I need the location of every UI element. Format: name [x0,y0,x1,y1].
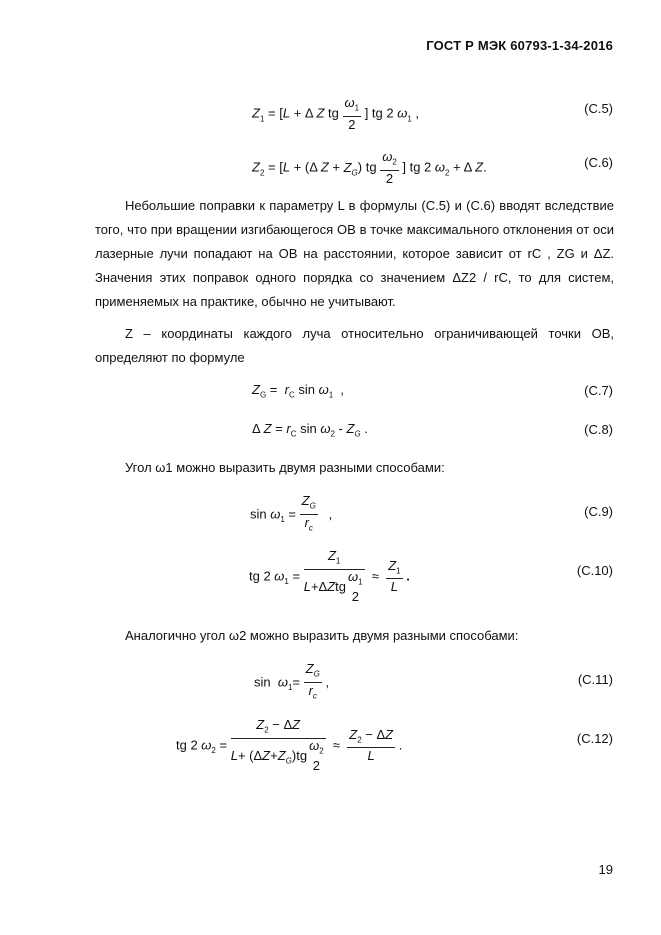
equation-number-c5: (C.5) [584,101,613,116]
equation-number-c12: (C.12) [576,731,613,746]
paragraph-text: Z – координаты каждого луча относительно ограничивающей точки ОВ, определяют по формуле [95,326,614,365]
equation-c9: $\sin \omega_1$ = $\frac{Z_G}{r_c}$ , [250,493,333,533]
paragraph-corrections [95,194,614,314]
equation-c11: $\sin \omega_1=$ $\frac{Z_G}{r_c}$ , [254,661,330,701]
equation-c8: Δ $Z = r_C$ $\sin \omega_2 - Z_G$ . [252,421,368,439]
equation-c6: $Z_2 = [L + (\Delta$ $Z + Z_G$) tg $\frac{\omega_2}{2}$ ] tg 2 $\omega_2 + \Delta$ Z. [252,149,487,186]
equation-number-c8: (C.8) [584,422,613,437]
paragraph-text: Аналогично угол ω2 можно выразить двумя разными способами: [125,628,519,643]
equation-number-c7: (C.7) [584,383,613,398]
paragraph-angle-2 [95,624,614,648]
equation-c12: tg 2 $\omega_2$ = $Z_2 - \Delta Z$ $L+ (\Delta Z+Z_G)tg$ $\omega_2$ 2 ≈ $\frac{Z_2 - \Delta Z}{L}$ . [176,717,403,774]
equation-c10: tg 2 $\omega_1$ = $Z_1$ L+ΔZtg $\omega_1$ 2 ≈ $\frac{Z_1}{L}$ . [249,548,410,605]
equation-number-c9: (C.9) [584,504,613,519]
paragraph-text: Угол ω1 можно выразить двумя разными способами: [125,460,445,475]
equation-c7: $Z_G = r_C$ $\sin \omega_1$ , [252,382,345,400]
paragraph-text: Небольшие поправки к параметру L в формулы (C.5) и (C.6) вводят вследствие того, что при вращении изгибающегося ОВ в точке максимального отклонения от оси лазерные лучи попадают на ОВ на расстоянии, которое зависит от rC , ZG и ΔZ. Значения этих поправок одного порядка со значением ΔZ2 / rC, то для систем, применяемых на практике, обычно не учитывают. [95,198,614,309]
equation-number-c10: (C.10) [576,563,613,578]
equation-number-c6: (C.6) [584,155,613,170]
equation-number-c11: (C.11) [577,672,613,687]
document-header: ГОСТ Р МЭК 60793-1-34-2016 [426,38,613,53]
paragraph-angle-1 [95,456,614,480]
equation-c5: $Z_1 = [L + \Delta$ Z tg $\frac{\omega_1}{2}$ ] tg 2 $\omega_1$ , [252,95,420,132]
page-number: 19 [598,862,613,877]
paragraph-z-coordinates [95,322,614,370]
